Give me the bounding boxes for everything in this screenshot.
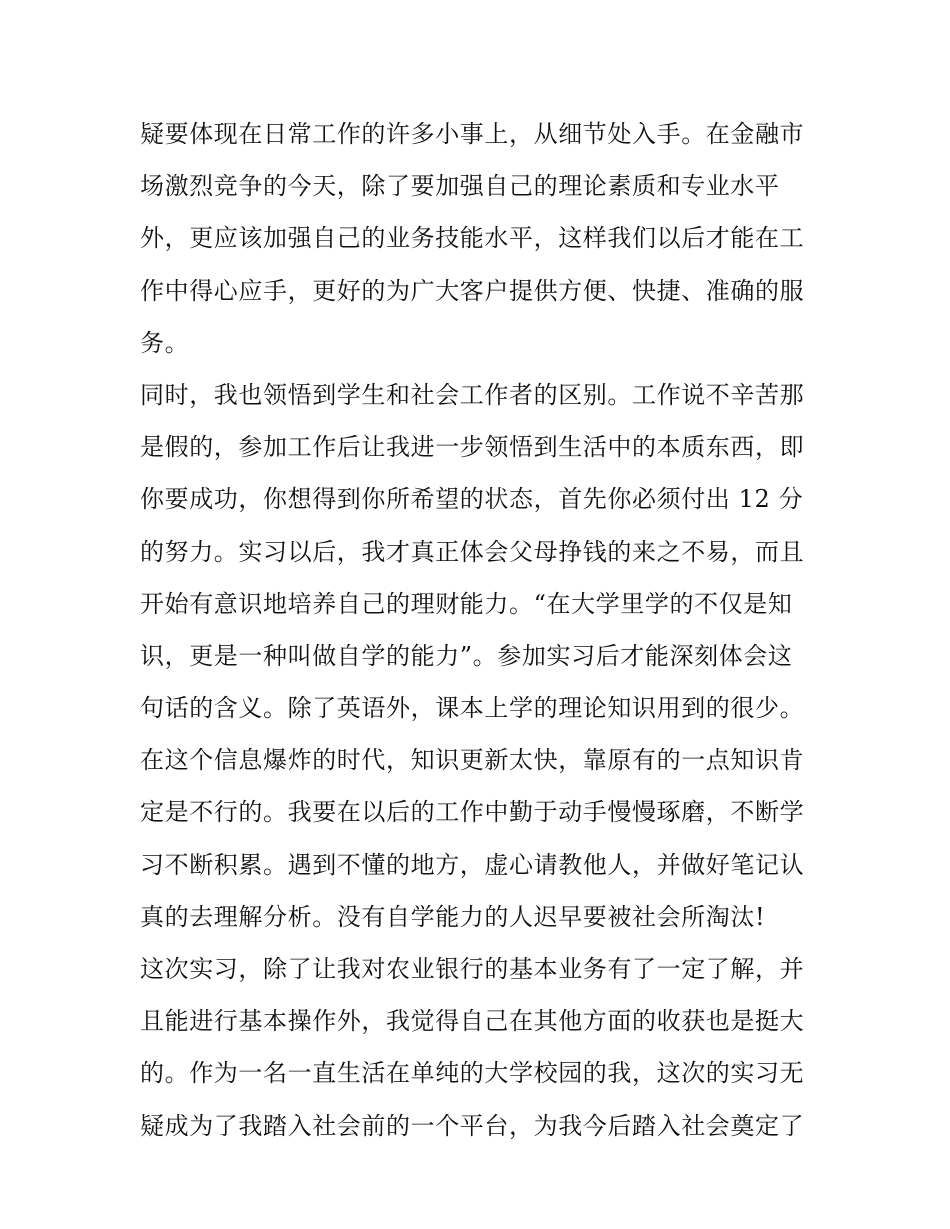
text-line: 开始有意识地培养自己的理财能力。“在大学里学的不仅是知: [140, 589, 793, 618]
text-line: 的。作为一名一直生活在单纯的大学校园的我，这次的实习无: [140, 1059, 805, 1088]
text-line: 疑成为了我踏入社会前的一个平台，为我今后踏入社会奠定了: [140, 1111, 805, 1140]
body-text: [140, 108, 830, 1152]
text-line: 场激烈竞争的今天，除了要加强自己的理论素质和专业水平: [140, 172, 780, 201]
text-line: 你要成功，你想得到你所希望的状态，首先你必须付出 12 分: [140, 485, 804, 514]
text-line: 疑要体现在日常工作的许多小事上，从细节处入手。在金融市: [140, 120, 805, 148]
text-line: 真的去理解分析。没有自学能力的人迟早要被社会所淘汰!: [140, 902, 766, 931]
text-line: 句话的含义。除了英语外，课本上学的理论知识用到的很少。: [140, 694, 805, 723]
text-line: 且能进行基本操作外，我觉得自己在其他方面的收获也是挺大: [140, 1007, 805, 1036]
text-line: 这次实习，除了让我对农业银行的基本业务有了一定了解，并: [140, 955, 805, 983]
text-line: 识，更是一种叫做自学的能力”。参加实习后才能深刻体会这: [140, 641, 793, 670]
text-line: 外，更应该加强自己的业务技能水平，这样我们以后才能在工: [140, 224, 805, 253]
text-line: 作中得心应手，更好的为广大客户提供方便、快捷、准确的服: [140, 276, 805, 305]
text-line: 在这个信息爆炸的时代，知识更新太快，靠原有的一点知识肯: [140, 746, 805, 775]
text-line: 定是不行的。我要在以后的工作中勤于动手慢慢琢磨，不断学: [140, 798, 805, 827]
text-line: 习不断积累。遇到不懂的地方，虚心请教他人，并做好笔记认: [140, 850, 805, 879]
text-line: 务。: [140, 328, 190, 357]
text-line: 是假的，参加工作后让我进一步领悟到生活中的本质东西，即: [140, 433, 805, 462]
text-line: 同时，我也领悟到学生和社会工作者的区别。工作说不辛苦那: [140, 380, 805, 409]
text-line: 的努力。实习以后，我才真正体会父母挣钱的来之不易，而且: [140, 537, 805, 566]
